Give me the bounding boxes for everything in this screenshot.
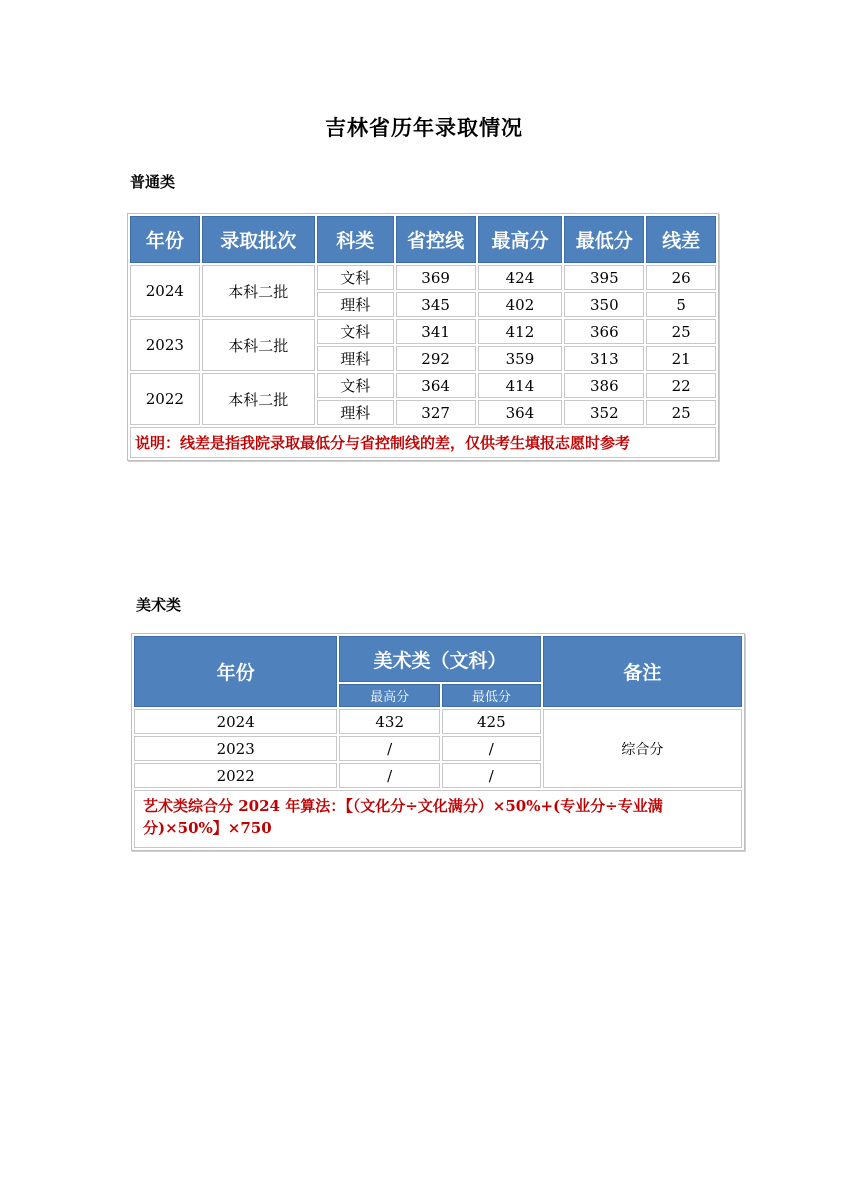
header-art-liberal: 美术类（文科） [339, 636, 540, 682]
min-cell: / [442, 763, 541, 788]
batch-cell: 本科二批 [202, 319, 315, 371]
art-note: 艺术类综合分 2024 年算法：【（文化分÷文化满分）×50%+(专业分÷专业满分)×50%】×750 [134, 790, 742, 848]
subject-cell: 文科 [317, 373, 394, 398]
header-year: 年份 [130, 216, 200, 263]
min-cell: / [442, 736, 541, 761]
page-title: 吉林省历年录取情况 [325, 115, 523, 140]
control-cell: 369 [396, 265, 476, 290]
header-remark: 备注 [543, 636, 742, 707]
year-cell: 2023 [130, 319, 200, 371]
control-cell: 292 [396, 346, 476, 371]
max-cell: / [339, 736, 440, 761]
diff-cell: 5 [646, 292, 716, 317]
table-row [134, 709, 742, 734]
min-cell: 366 [564, 319, 644, 344]
min-cell: 313 [564, 346, 644, 371]
diff-cell: 21 [646, 346, 716, 371]
remark-cell: 综合分 [543, 709, 742, 788]
max-cell: 412 [478, 319, 563, 344]
header-year: 年份 [134, 636, 337, 707]
min-cell: 352 [564, 400, 644, 425]
year-cell: 2022 [134, 763, 337, 788]
table-row [130, 373, 716, 398]
diff-cell: 25 [646, 319, 716, 344]
batch-cell: 本科二批 [202, 265, 315, 317]
header-max-score: 最高分 [478, 216, 563, 263]
min-cell: 350 [564, 292, 644, 317]
diff-cell: 26 [646, 265, 716, 290]
table-row [130, 265, 716, 290]
max-cell: 424 [478, 265, 563, 290]
control-cell: 327 [396, 400, 476, 425]
year-cell: 2024 [130, 265, 200, 317]
subject-cell: 文科 [317, 319, 394, 344]
diff-cell: 22 [646, 373, 716, 398]
section-label-general: 普通类 [130, 173, 176, 191]
max-cell: 359 [478, 346, 563, 371]
note-row [134, 790, 742, 848]
min-cell: 386 [564, 373, 644, 398]
min-cell: 425 [442, 709, 541, 734]
table-header-row [130, 216, 716, 263]
year-cell: 2023 [134, 736, 337, 761]
subject-cell: 文科 [317, 265, 394, 290]
general-note: 说明：线差是指我院录取最低分与省控制线的差，仅供考生填报志愿时参考 [130, 427, 716, 458]
max-cell: 414 [478, 373, 563, 398]
header-min-score: 最低分 [564, 216, 644, 263]
header-subject: 科类 [317, 216, 394, 263]
note-row [130, 427, 716, 458]
year-cell: 2024 [134, 709, 337, 734]
max-cell: / [339, 763, 440, 788]
general-admission-table [127, 213, 719, 461]
diff-cell: 25 [646, 400, 716, 425]
table-header-row [134, 636, 742, 682]
header-min-score: 最低分 [442, 684, 541, 707]
subject-cell: 理科 [317, 346, 394, 371]
subject-cell: 理科 [317, 400, 394, 425]
min-cell: 395 [564, 265, 644, 290]
control-cell: 345 [396, 292, 476, 317]
header-diff: 线差 [646, 216, 716, 263]
header-max-score: 最高分 [339, 684, 440, 707]
header-batch: 录取批次 [202, 216, 315, 263]
max-cell: 402 [478, 292, 563, 317]
control-cell: 364 [396, 373, 476, 398]
header-control-line: 省控线 [396, 216, 476, 263]
control-cell: 341 [396, 319, 476, 344]
art-admission-table [131, 633, 745, 851]
batch-cell: 本科二批 [202, 373, 315, 425]
year-cell: 2022 [130, 373, 200, 425]
subject-cell: 理科 [317, 292, 394, 317]
section-label-art: 美术类 [136, 596, 182, 614]
table-row [130, 319, 716, 344]
max-cell: 364 [478, 400, 563, 425]
max-cell: 432 [339, 709, 440, 734]
